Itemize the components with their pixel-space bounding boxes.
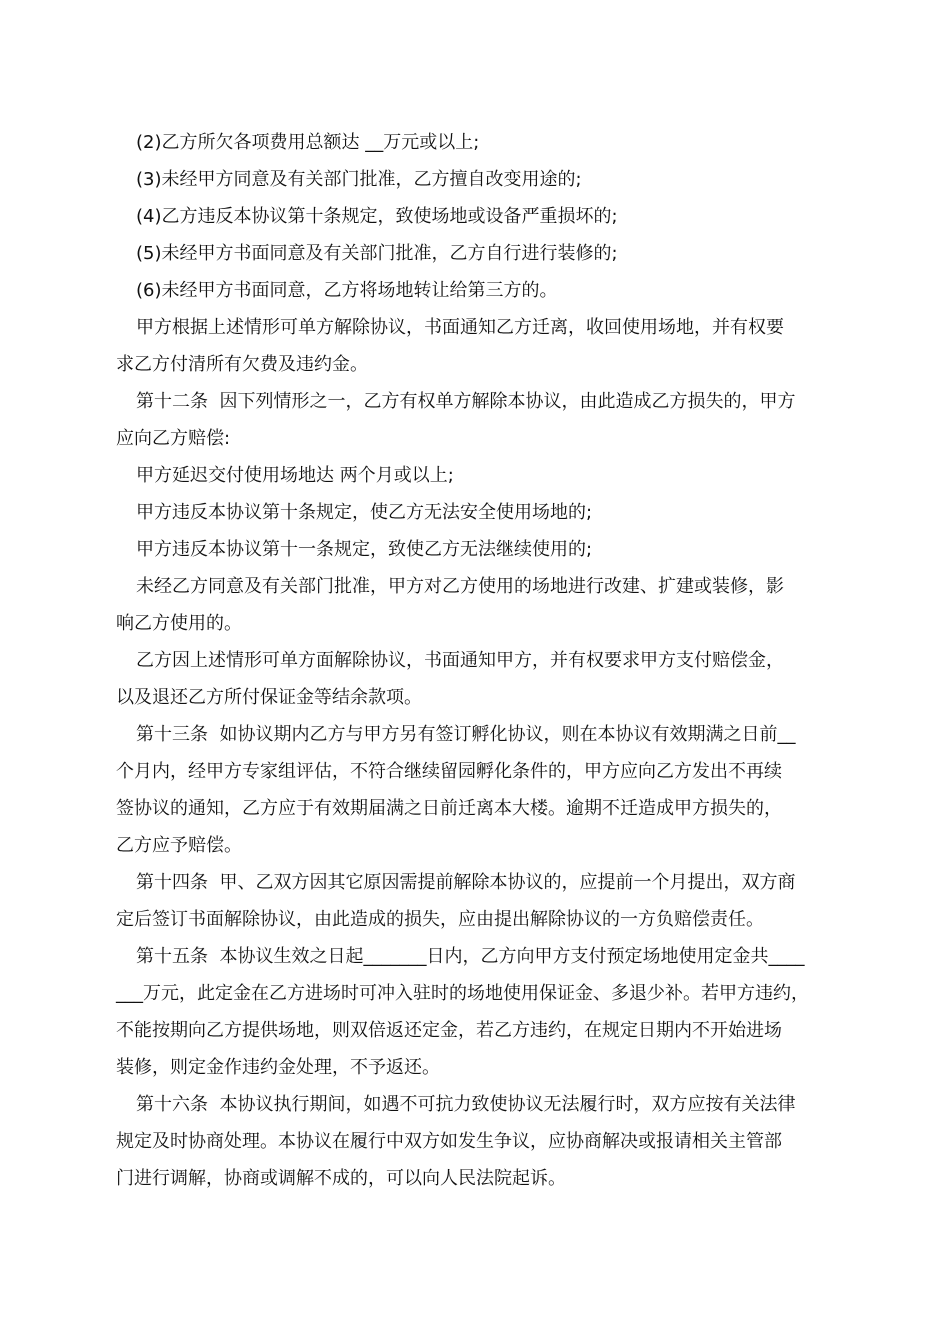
article-12-line: 第十二条 因下列情形之一，乙方有权单方解除本协议，由此造成乙方损失的，甲方 [136,391,796,412]
document-body [116,124,836,1197]
clause-item-4: (4)乙方违反本协议第十条规定，致使场地或设备严重损坏的; [136,206,618,227]
article-12-item: 甲方违反本协议第十一条规定，致使乙方无法继续使用的; [136,539,593,560]
article-14-line: 定后签订书面解除协议，由此造成的损失，应由提出解除协议的一方负赔偿责任。 [116,909,764,930]
article-15-line: 不能按期向乙方提供场地，则双倍返还定金，若乙方违约，在规定日期内不开始进场 [116,1020,782,1041]
article-12-line: 应向乙方赔偿: [116,428,231,449]
clause-item-6: (6)未经甲方书面同意，乙方将场地转让给第三方的。 [136,280,558,301]
article-16-line: 第十六条 本协议执行期间，如遇不可抗力致使协议无法履行时，双方应按有关法律 [136,1094,796,1115]
article-12-item: 响乙方使用的。 [116,613,242,634]
article-13-line: 乙方应予赔偿。 [116,835,242,856]
article-12-item: 甲方违反本协议第十条规定，使乙方无法安全使用场地的; [136,502,593,523]
article-12-item: 甲方延迟交付使用场地达 两个月或以上; [136,465,454,486]
article-12-item: 未经乙方同意及有关部门批准，甲方对乙方使用的场地进行改建、扩建或装修，影 [136,576,784,597]
article-14-line: 第十四条 甲、乙双方因其它原因需提前解除本协议的，应提前一个月提出，双方商 [136,872,796,893]
paragraph-line: 乙方因上述情形可单方面解除协议，书面通知甲方，并有权要求甲方支付赔偿金， [136,650,784,671]
article-15-line: 第十五条 本协议生效之日起_______日内，乙方向甲方支付预定场地使用定金共____ [136,946,805,967]
article-16-line: 门进行调解，协商或调解不成的，可以向人民法院起诉。 [116,1168,566,1189]
paragraph-line: 以及退还乙方所付保证金等结余款项。 [116,687,422,708]
clause-item-2: (2)乙方所欠各项费用总额达 __万元或以上; [136,132,480,153]
article-16-line: 规定及时协商处理。本协议在履行中双方如发生争议，应协商解决或报请相关主管部 [116,1131,782,1152]
article-13-line: 个月内，经甲方专家组评估，不符合继续留园孵化条件的，甲方应向乙方发出不再续 [116,761,782,782]
clause-item-5: (5)未经甲方书面同意及有关部门批准，乙方自行进行装修的; [136,243,618,264]
paragraph-line: 求乙方付清所有欠费及违约金。 [116,354,368,375]
article-15-line: 装修，则定金作违约金处理，不予返还。 [116,1057,440,1078]
article-13-line: 签协议的通知，乙方应于有效期届满之日前迁离本大楼。逾期不迁造成甲方损失的， [116,798,782,819]
article-15-line: ___万元，此定金在乙方进场时可冲入驻时的场地使用保证金、多退少补。若甲方违约， [116,983,809,1004]
paragraph-line: 甲方根据上述情形可单方解除协议，书面通知乙方迁离，收回使用场地，并有权要 [136,317,784,338]
clause-item-3: (3)未经甲方同意及有关部门批准，乙方擅自改变用途的; [136,169,582,190]
article-13-line: 第十三条 如协议期内乙方与甲方另有签订孵化协议，则在本协议有效期满之日前__ [136,724,796,745]
